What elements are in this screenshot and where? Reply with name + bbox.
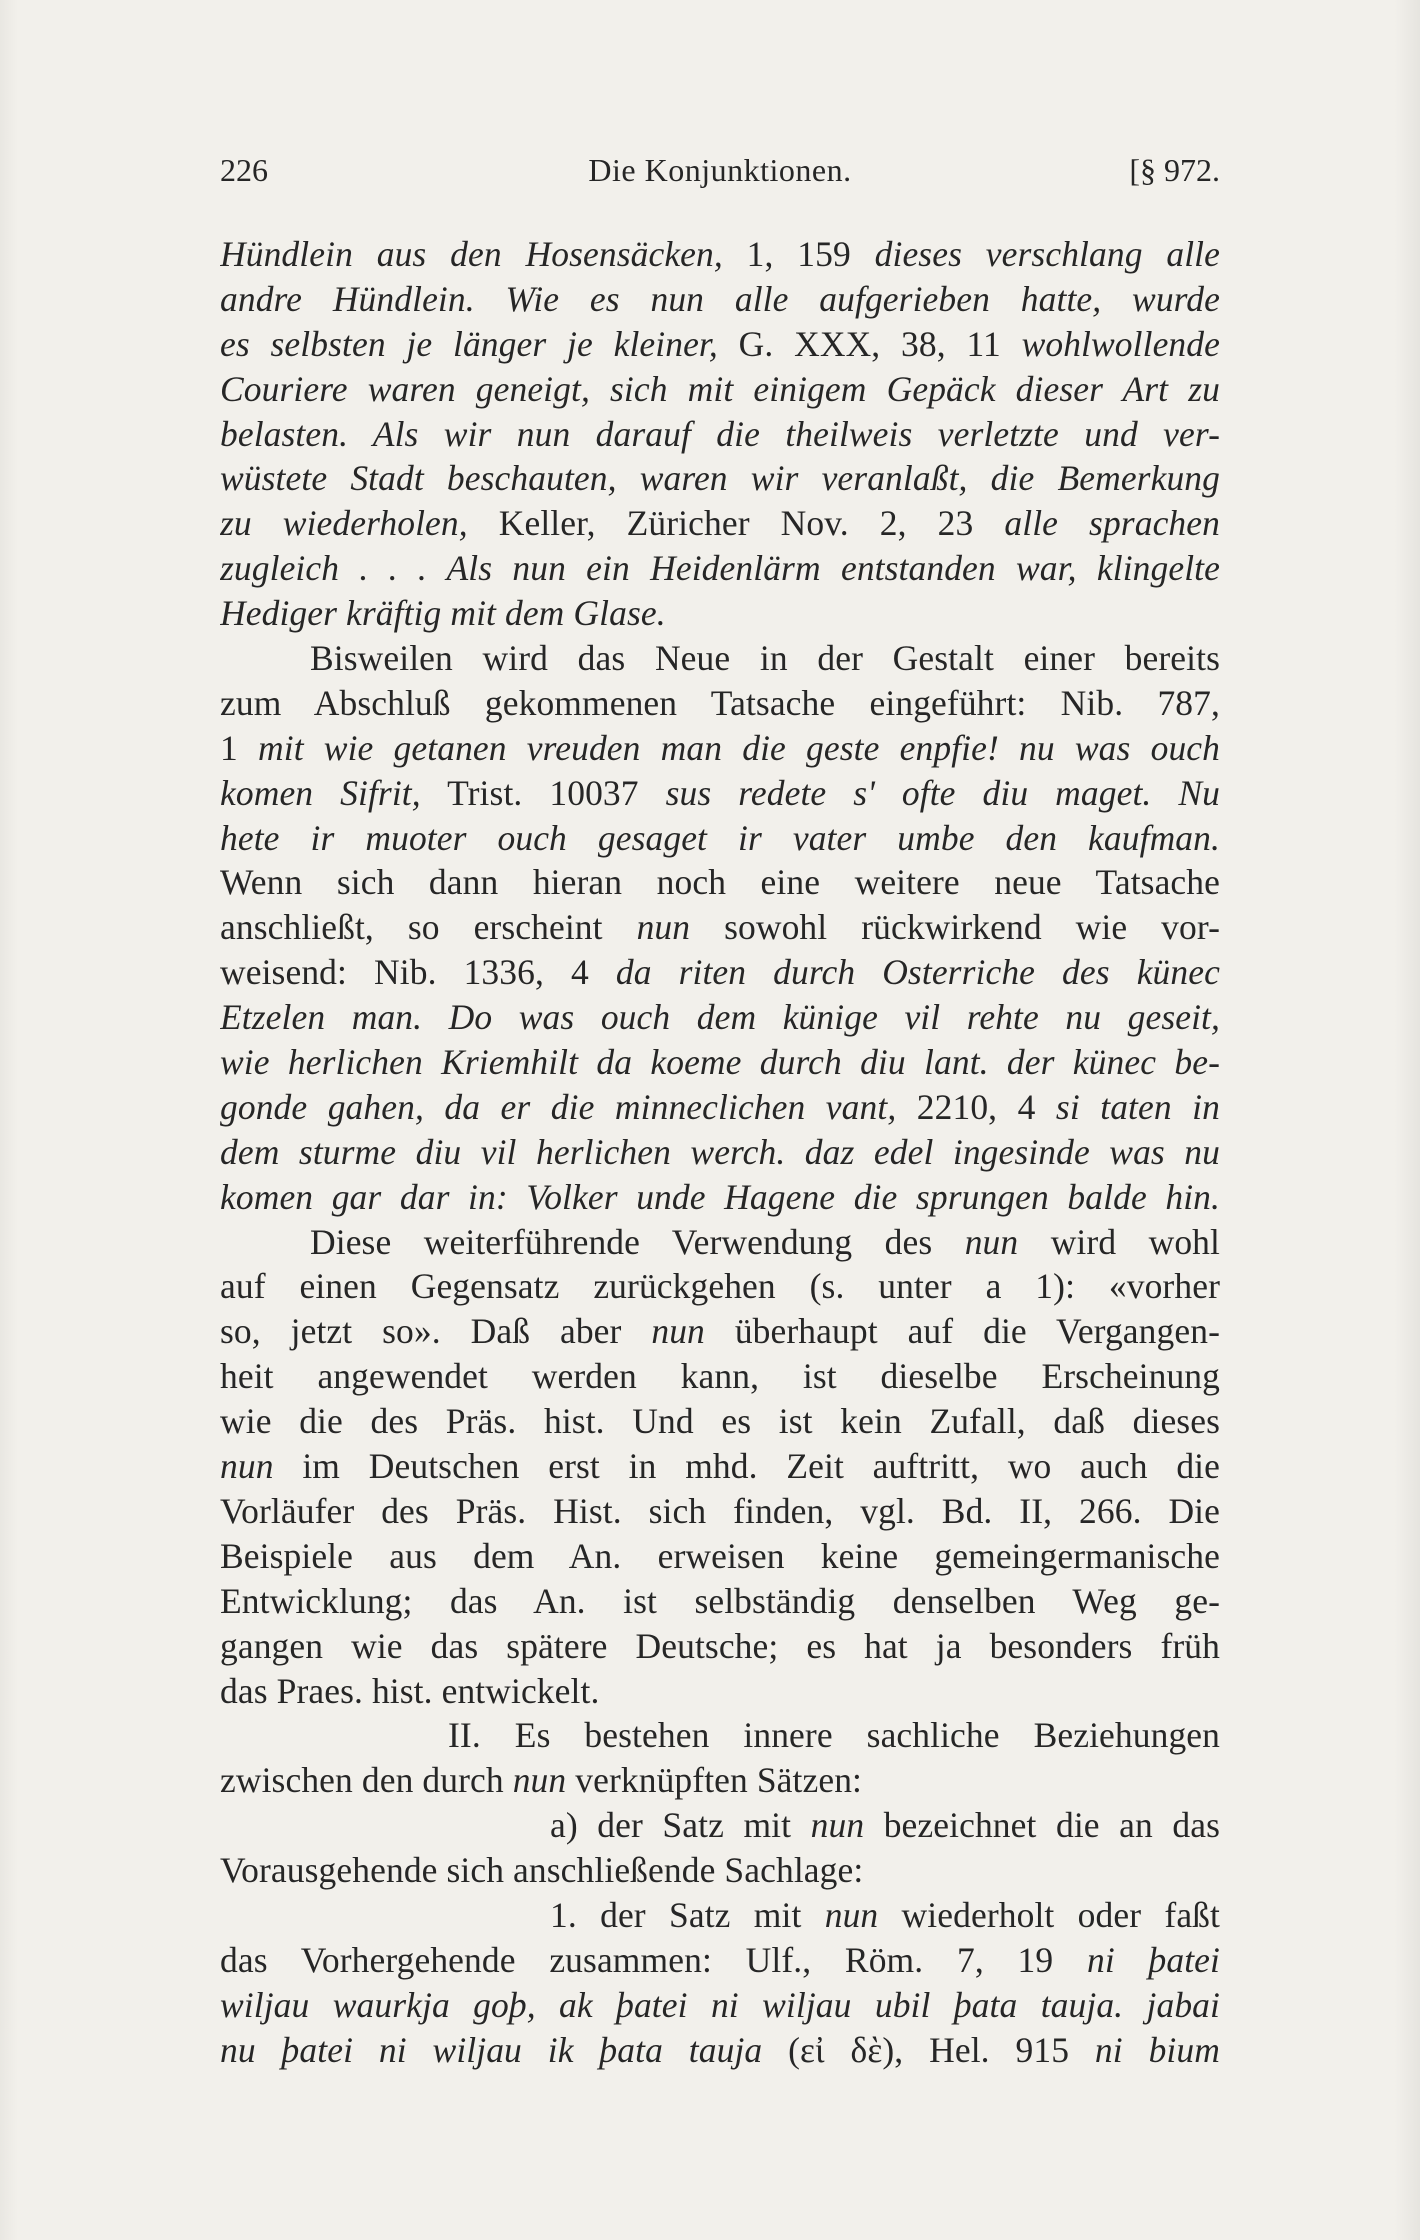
text-line: das Praes. hist. entwickelt. [220, 1670, 600, 1711]
text-line: Hündlein aus den Hosensäcken, 1, 159 dieses verschlang alle [220, 234, 1220, 274]
body-text [220, 232, 1220, 2073]
text-line: andre Hündlein. Wie es nun alle aufgerieben hatte, wurde [220, 278, 1220, 319]
text-line: komen gar dar in: Volker unde Hagene die sprungen balde hin. [220, 1176, 1220, 1217]
text-line: Entwicklung; das An. ist selbständig denselben Weg ge- [220, 1580, 1220, 1621]
text-line: wie die des Präs. hist. Und es ist kein Zufall, daß dieses [220, 1401, 1220, 1442]
text-line: nun im Deutschen erst in mhd. Zeit auftritt, wo auch die [220, 1446, 1220, 1487]
text-line: komen Sifrit, Trist. 10037 sus redete s' ofte diu maget. Nu [220, 772, 1220, 813]
text-line: Beispiele aus dem An. erweisen keine gemeingermanische [220, 1535, 1220, 1576]
text-line: Hediger kräftig mit dem Glase. [220, 593, 666, 634]
text-line: zum Abschluß gekommenen Tatsache eingeführt: Nib. 787, [220, 682, 1220, 723]
text-line: wie herlichen Kriemhilt da koeme durch diu lant. der künec be- [220, 1042, 1220, 1083]
text-line: dem sturme diu vil herlichen werch. daz edel ingesinde was nu [220, 1131, 1220, 1172]
text-line: II. Es bestehen innere sachliche Beziehungen [448, 1715, 1220, 1756]
section-reference: [§ 972. [1129, 152, 1220, 188]
text-line: gangen wie das spätere Deutsche; es hat ja besonders früh [220, 1625, 1220, 1666]
text-line: nu þatei ni wiljau ik þata tauja (εἰ δὲ), Hel. 915 ni bium [220, 2029, 1220, 2070]
text-line: wiljau waurkja goþ, ak þatei ni wiljau ubil þata tauja. jabai [220, 1984, 1220, 2025]
text-line: Wenn sich dann hieran noch eine weitere neue Tatsache [220, 862, 1220, 903]
text-line: gonde gahen, da er die minneclichen vant, 2210, 4 si taten in [220, 1086, 1220, 1127]
text-line: weisend: Nib. 1336, 4 da riten durch Osterriche des künec [220, 952, 1220, 993]
running-title: Die Konjunktionen. [588, 152, 852, 188]
text-line: anschließt, so erscheint nun sowohl rückwirkend wie vor- [220, 907, 1220, 948]
text-line: 1. der Satz mit nun wiederholt oder faßt [550, 1894, 1220, 1935]
text-line: Vorläufer des Präs. Hist. sich finden, vgl. Bd. II, 266. Die [220, 1490, 1220, 1531]
text-line: Vorausgehende sich anschließende Sachlage: [220, 1850, 864, 1891]
running-header [220, 148, 1220, 192]
text-line: zwischen den durch nun verknüpften Sätzen: [220, 1760, 863, 1801]
text-line: Couriere waren geneigt, sich mit einigem Gepäck dieser Art zu [220, 368, 1220, 409]
text-line: belasten. Als wir nun darauf die theilweis verletzte und ver- [220, 413, 1220, 454]
text-line: Bisweilen wird das Neue in der Gestalt einer bereits [310, 638, 1220, 679]
text-line: zugleich . . . Als nun ein Heidenlärm entstanden war, klingelte [220, 548, 1220, 589]
text-line: so, jetzt so». Daß aber nun überhaupt auf die Vergangen- [220, 1311, 1220, 1352]
text-line: heit angewendet werden kann, ist dieselbe Erscheinung [220, 1356, 1220, 1397]
page-number: 226 [220, 152, 268, 188]
text-line: es selbsten je länger je kleiner, G. XXX, 38, 11 wohlwollende [220, 323, 1220, 364]
text-line: zu wiederholen, Keller, Züricher Nov. 2, 23 alle sprachen [220, 503, 1220, 544]
text-line: Etzelen man. Do was ouch dem künige vil rehte nu geseit, [220, 997, 1220, 1038]
text-line: Diese weiterführende Verwendung des nun wird wohl [310, 1221, 1220, 1262]
text-line: das Vorhergehende zusammen: Ulf., Röm. 7, 19 ni þatei [220, 1939, 1220, 1980]
text-line: 1 mit wie getanen vreuden man die geste enpfie! nu was ouch [220, 727, 1220, 768]
text-line: wüstete Stadt beschauten, waren wir veranlaßt, die Bemerkung [220, 458, 1220, 499]
text-line: hete ir muoter ouch gesaget ir vater umbe den kaufman. [220, 817, 1220, 858]
text-line: a) der Satz mit nun bezeichnet die an das [550, 1805, 1220, 1846]
text-line: auf einen Gegensatz zurückgehen (s. unter a 1): «vorher [220, 1266, 1220, 1307]
